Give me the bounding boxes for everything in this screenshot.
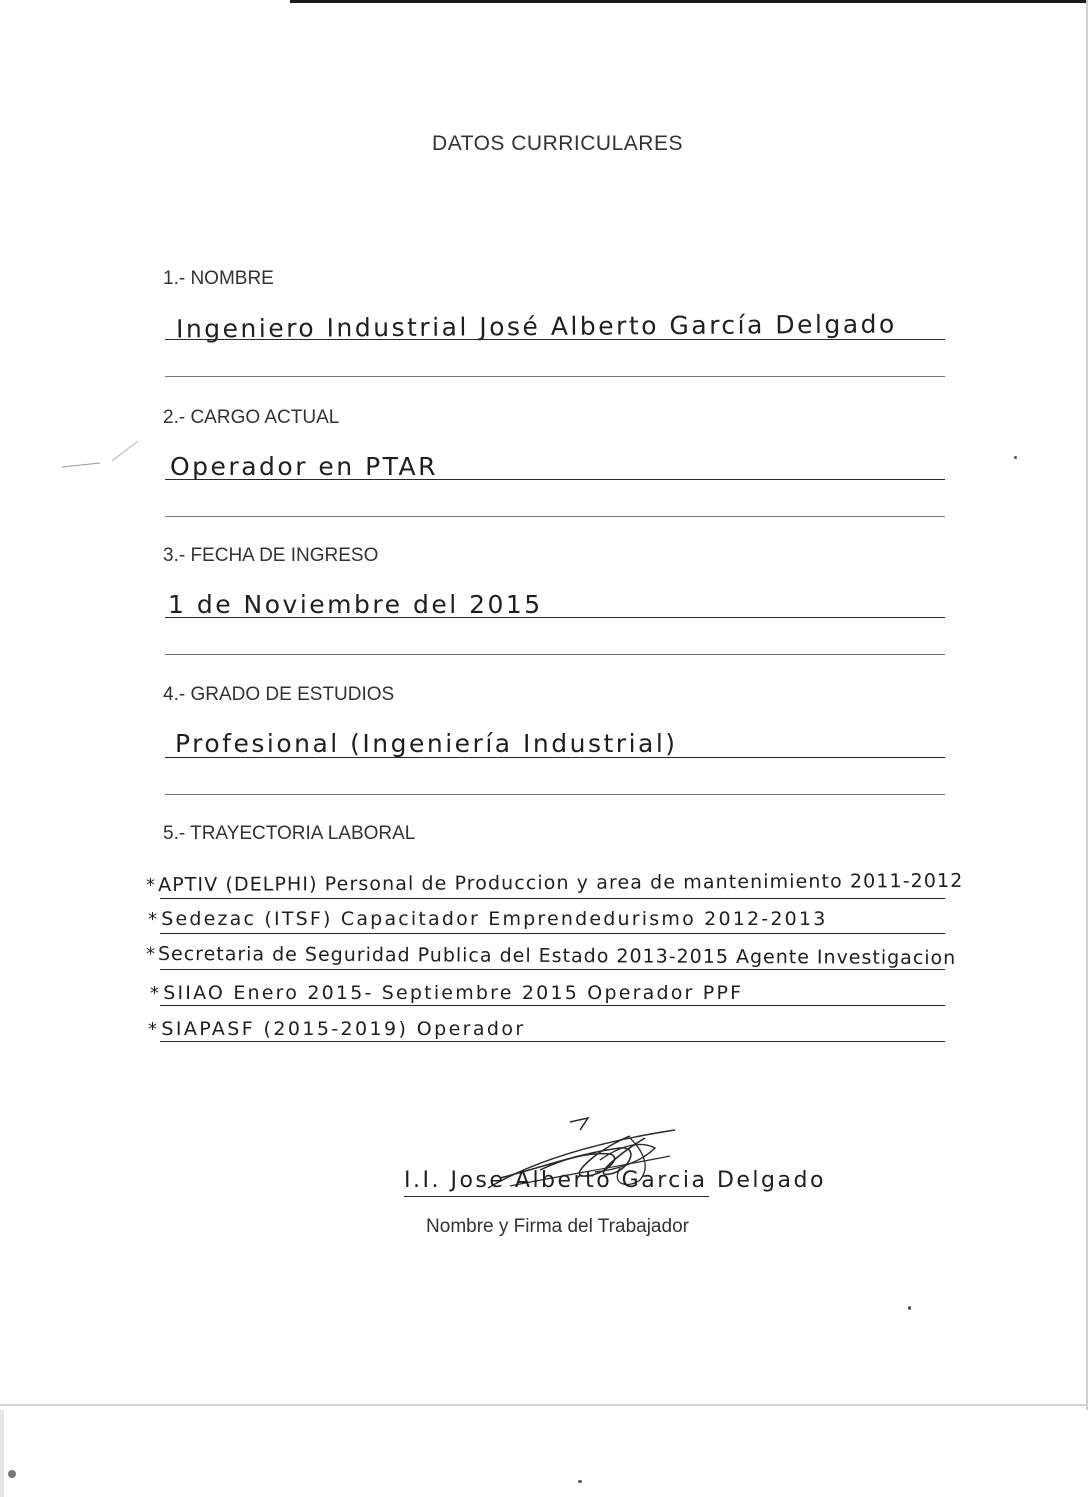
page-edge-top (290, 0, 1088, 3)
field-label-grado: 4.- GRADO DE ESTUDIOS (163, 684, 395, 705)
trayectoria-entry-text: APTIV (DELPHI) Personal de Produccion y area de mantenimiento 2011-2012 (158, 869, 964, 897)
document-title: DATOS CURRICULARES (432, 132, 683, 155)
scan-speck (578, 1480, 582, 1483)
handwritten-grado: Profesional (Ingeniería Industrial) (175, 729, 678, 758)
signature-rule (404, 1196, 709, 1197)
trayectoria-entry-text: Sedezac (ITSF) Capacitador Emprendedurismo 2012-2013 (161, 908, 828, 930)
field-rule-grado-1 (165, 757, 945, 758)
scan-speck (1014, 456, 1017, 459)
page-edge-bottom (0, 1404, 1088, 1406)
scan-mark (60, 435, 140, 475)
signature-caption: Nombre y Firma del Trabajador (426, 1216, 689, 1237)
entry-bullet: * (148, 1019, 160, 1040)
field-rule-fecha-2 (165, 654, 945, 655)
scan-speck (8, 1470, 16, 1478)
field-rule-nombre-1 (165, 339, 945, 340)
page-edge-left (0, 1410, 4, 1497)
field-rule-cargo-1 (165, 479, 945, 480)
handwritten-nombre: Ingeniero Industrial José Alberto García Delgado (175, 309, 897, 344)
field-label-cargo: 2.- CARGO ACTUAL (163, 407, 340, 428)
entry-bullet: * (150, 983, 162, 1004)
trayectoria-entry-text: SIAPASF (2015-2019) Operador (161, 1018, 526, 1040)
trayectoria-entry (148, 908, 828, 930)
field-rule-fecha-1 (165, 617, 945, 618)
scan-speck (908, 1306, 911, 1310)
trayectoria-rule-4 (160, 1005, 945, 1006)
handwritten-fecha: 1 de Noviembre del 2015 (168, 590, 543, 619)
field-label-trayectoria: 5.- TRAYECTORIA LABORAL (163, 823, 416, 844)
trayectoria-entry (148, 1018, 526, 1040)
entry-bullet: * (145, 875, 157, 897)
field-rule-grado-2 (165, 794, 945, 795)
trayectoria-entry-text: Secretaria de Seguridad Publica del Estado 2013-2015 Agente Investigacion (157, 942, 957, 970)
trayectoria-rule-3 (160, 969, 945, 970)
field-rule-nombre-2 (165, 376, 945, 377)
handwritten-cargo: Operador en PTAR (170, 452, 438, 481)
entry-bullet: * (148, 909, 160, 930)
trayectoria-rule-5 (160, 1041, 945, 1042)
trayectoria-entry (150, 982, 743, 1004)
trayectoria-rule-1 (160, 898, 945, 899)
trayectoria-entry-text: SIIAO Enero 2015- Septiembre 2015 Operador PPF (163, 982, 744, 1004)
signature-name: I.I. Jose Alberto Garcia Delgado (404, 1168, 826, 1193)
field-label-nombre: 1.- NOMBRE (163, 268, 274, 289)
field-label-fecha: 3.- FECHA DE INGRESO (163, 545, 379, 566)
field-rule-cargo-2 (165, 516, 945, 517)
trayectoria-entry (146, 943, 956, 969)
trayectoria-rule-2 (160, 933, 945, 934)
entry-bullet: * (145, 943, 157, 965)
trayectoria-entry (146, 870, 964, 896)
